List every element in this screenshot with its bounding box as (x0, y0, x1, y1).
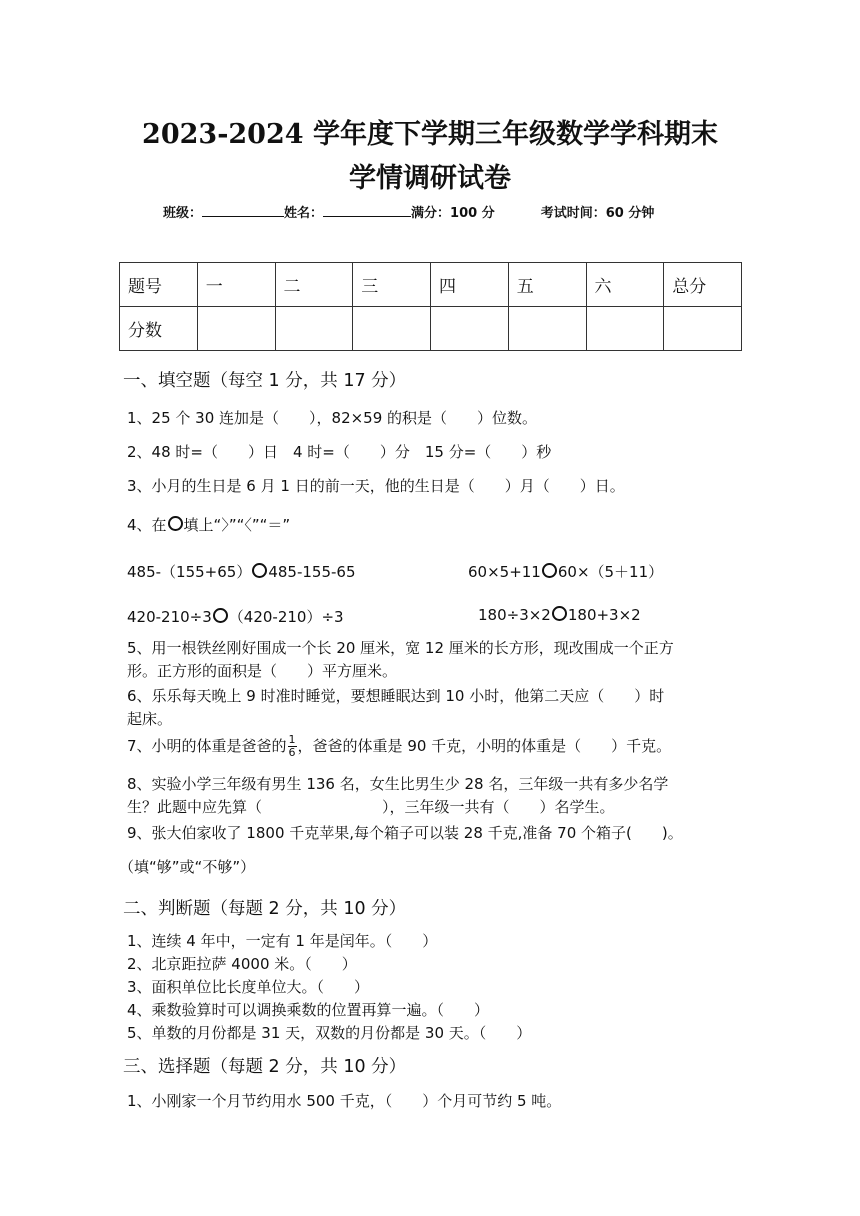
s1-question-6-line-2: 起床。 (127, 710, 173, 728)
circle-icon (168, 516, 183, 531)
score-table (119, 262, 742, 351)
compare-right: （420-210）÷3 (228, 608, 344, 626)
s1-question-4 (127, 514, 290, 535)
s2-question-3: 3、面积单位比长度单位大。（ ） (127, 978, 370, 996)
compare-left: 60×5+11 (468, 563, 541, 581)
class-label: 班级： (163, 206, 203, 221)
score-header-cell: 五 (508, 263, 586, 307)
score-header-cell: 题号 (120, 263, 198, 307)
fraction-numerator: 1 (288, 733, 296, 746)
s1-question-9-line-1: 9、张大伯家收了 1800 千克苹果,每个箱子可以装 28 千克,准备 70 个箱子( )。 (127, 824, 683, 842)
s1-question-6-line-1: 6、乐乐每天晚上 9 时准时睡觉，要想睡眠达到 10 小时，他第二天应（ ）时 (127, 687, 665, 705)
exam-title-line-2: 学情调研试卷 (349, 163, 511, 194)
exam-info-row (163, 202, 654, 221)
s2-question-4: 4、乘数验算时可以调换乘数的位置再算一遍。（ ） (127, 1001, 490, 1019)
score-cell[interactable] (586, 307, 664, 351)
s2-question-1: 1、连续 4 年中，一定有 1 年是闰年。（ ） (127, 932, 438, 950)
q4-compare-c (127, 606, 344, 627)
score-cell[interactable] (508, 307, 586, 351)
compare-right: 485-155-65 (268, 563, 356, 581)
s2-question-5: 5、单数的月份都是 31 天，双数的月份都是 30 天。（ ） (127, 1024, 532, 1042)
circle-icon[interactable] (552, 606, 567, 621)
section2-heading: 二、判断题（每题 2 分，共 10 分） (123, 899, 407, 919)
compare-left: 485-（155+65） (127, 563, 252, 581)
score-cell[interactable] (431, 307, 509, 351)
score-header-cell: 三 (353, 263, 431, 307)
section3-heading: 三、选择题（每题 2 分，共 10 分） (123, 1057, 407, 1077)
q4-compare-b (468, 561, 663, 582)
class-blank[interactable] (202, 203, 284, 217)
score-header-cell: 一 (197, 263, 275, 307)
score-header-cell: 总分 (664, 263, 742, 307)
compare-right: 60×（5＋11） (557, 563, 664, 581)
compare-left: 420-210÷3 (127, 608, 212, 626)
score-cell[interactable] (275, 307, 353, 351)
s1-question-9-line-2: （填“够”或“不够”） (119, 858, 256, 876)
circle-icon[interactable] (213, 608, 228, 623)
score-cell[interactable] (353, 307, 431, 351)
s1-question-1: 1、25 个 30 连加是（ ），82×59 的积是（ ）位数。 (127, 409, 538, 427)
fraction-denominator: 6 (288, 746, 296, 759)
score-table-header-row (120, 263, 742, 307)
q7-prefix: 7、小明的体重是爸爸的 (127, 737, 287, 755)
score-cell[interactable] (197, 307, 275, 351)
compare-right: 180+3×2 (567, 606, 641, 624)
name-blank[interactable] (323, 203, 411, 217)
q4-compare-d (478, 606, 641, 624)
s1-question-7 (127, 734, 671, 759)
score-header-cell: 六 (586, 263, 664, 307)
s1-question-3: 3、小月的生日是 6 月 1 日的前一天，他的生日是（ ）月（ ）日。 (127, 477, 625, 495)
full-score: 满分：100 分 (411, 206, 495, 221)
s1-question-2: 2、48 时=（ ）日 4 时=（ ）分 15 分=（ ）秒 (127, 443, 552, 461)
score-header-cell: 四 (431, 263, 509, 307)
section1-heading: 一、填空题（每空 1 分，共 17 分） (123, 371, 407, 391)
score-row-label: 分数 (120, 307, 198, 351)
s1-question-5-line-2: 形。正方形的面积是（ ）平方厘米。 (127, 662, 398, 680)
fraction (288, 734, 297, 759)
s2-question-2: 2、北京距拉萨 4000 米。（ ） (127, 955, 357, 973)
circle-icon[interactable] (252, 563, 267, 578)
q7-suffix: ，爸爸的体重是 90 千克，小明的体重是（ ）千克。 (297, 737, 672, 755)
q4-instruction: 填上“〉”“〈”“＝” (183, 516, 291, 534)
s1-question-5-line-1: 5、用一根铁丝刚好围成一个长 20 厘米，宽 12 厘米的长方形，现改围成一个正方 (127, 639, 674, 657)
score-cell[interactable] (664, 307, 742, 351)
compare-left: 180÷3×2 (478, 606, 551, 624)
q4-prefix: 4、在 (127, 516, 167, 534)
q4-compare-a (127, 561, 356, 582)
s1-question-8-line-1: 8、实验小学三年级有男生 136 名，女生比男生少 28 名，三年级一共有多少名学 (127, 775, 669, 793)
exam-title-line-1: 2023-2024 学年度下学期三年级数学学科期末 (142, 119, 718, 150)
s3-question-1: 1、小刚家一个月节约用水 500 千克，（ ）个月可节约 5 吨。 (127, 1092, 562, 1110)
name-label: 姓名： (284, 206, 324, 221)
score-header-cell: 二 (275, 263, 353, 307)
exam-time: 考试时间：60 分钟 (540, 206, 655, 221)
circle-icon[interactable] (542, 563, 557, 578)
s1-question-8-line-2: 生？此题中应先算（ ），三年级一共有（ ）名学生。 (127, 798, 615, 816)
score-table-score-row (120, 307, 742, 351)
